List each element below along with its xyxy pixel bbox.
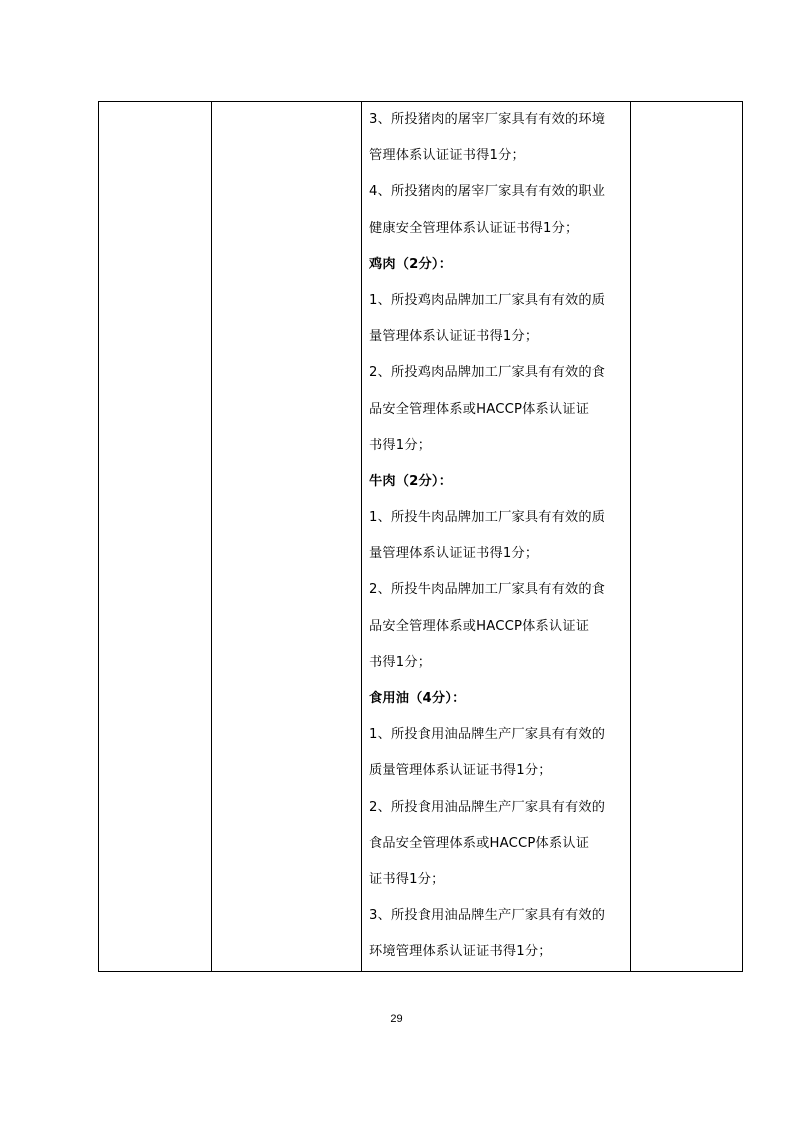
- criteria-line: 2、所投牛肉品牌加工厂家具有有效的食: [369, 582, 606, 598]
- criteria-line: 质量管理体系认证证书得1分；: [369, 763, 552, 779]
- criteria-line: 1、所投鸡肉品牌加工厂家具有有效的质: [369, 292, 606, 308]
- criteria-line: 3、所投食用油品牌生产厂家具有有效的: [369, 908, 606, 924]
- criteria-line: 书得1分；: [369, 654, 432, 670]
- criteria-heading: 牛肉（2分）：: [369, 473, 453, 489]
- criteria-line: 健康安全管理体系认证证书得1分；: [369, 220, 579, 236]
- criteria-line: 环境管理体系认证证书得1分；: [369, 944, 552, 960]
- criteria-line: 量管理体系认证证书得1分；: [369, 546, 539, 562]
- criteria-line: 3、所投猪肉的屠宰厂家具有有效的环境: [369, 112, 606, 127]
- page-number: 29: [390, 1013, 403, 1025]
- criteria-line: 4、所投猪肉的屠宰厂家具有有效的职业: [369, 184, 606, 200]
- criteria-list: [369, 102, 624, 971]
- criteria-line: 1、所投食用油品牌生产厂家具有有效的: [369, 727, 606, 743]
- criteria-line: 2、所投鸡肉品牌加工厂家具有有效的食: [369, 365, 606, 381]
- criteria-line: 1、所投牛肉品牌加工厂家具有有效的质: [369, 510, 606, 526]
- table-cell-category: [212, 102, 362, 972]
- criteria-heading: 食用油（4分）：: [369, 691, 466, 706]
- table-cell-criteria: [362, 102, 631, 972]
- scoring-table: [98, 101, 743, 972]
- table-row: [99, 102, 743, 972]
- criteria-heading: 鸡肉（2分）：: [369, 256, 453, 272]
- criteria-line: 量管理体系认证证书得1分；: [369, 329, 539, 345]
- table-cell-item: [99, 102, 212, 972]
- criteria-line: 证书得1分；: [369, 871, 445, 887]
- criteria-line: 管理体系认证证书得1分；: [369, 148, 525, 164]
- criteria-line: 食品安全管理体系或HACCP体系认证: [369, 835, 590, 851]
- criteria-line: 2、所投食用油品牌生产厂家具有有效的: [369, 799, 606, 815]
- criteria-line: 书得1分；: [369, 437, 432, 453]
- table-cell-score: [631, 102, 743, 972]
- criteria-line: 品安全管理体系或HACCP体系认证证: [369, 401, 590, 417]
- criteria-line: 品安全管理体系或HACCP体系认证证: [369, 618, 590, 634]
